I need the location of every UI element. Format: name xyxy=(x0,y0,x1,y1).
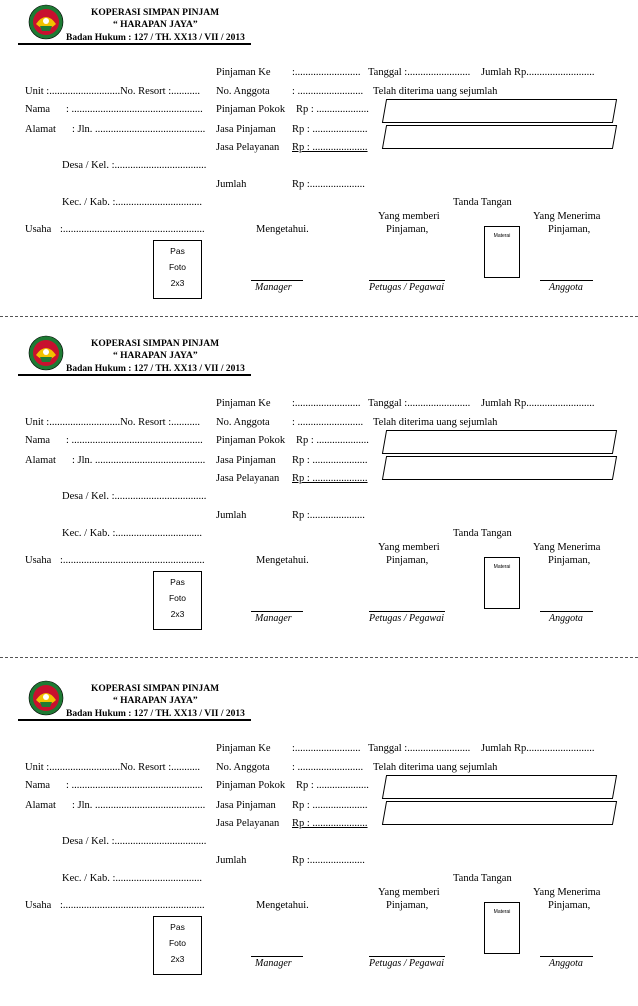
desa-field[interactable]: Desa / Kel. :................................... xyxy=(62,836,207,847)
yang-memberi-label: Yang memberi xyxy=(378,887,440,898)
kec-field[interactable]: Kec. / Kab. :................................. xyxy=(62,197,202,208)
cut-line-1 xyxy=(0,316,638,317)
jasa-pelayanan-label: Jasa Pelayanan xyxy=(216,473,280,484)
kec-field[interactable]: Kec. / Kab. :................................. xyxy=(62,528,202,539)
loan-form xyxy=(0,0,638,330)
jasa-pelayanan-field[interactable]: Rp : ..................... xyxy=(292,818,368,829)
pas-foto-box xyxy=(153,571,202,630)
alamat-field[interactable]: : Jln. .......................................... xyxy=(72,800,206,811)
usaha-label: Usaha xyxy=(25,555,52,566)
jasa-pelayanan-label: Jasa Pelayanan xyxy=(216,142,280,153)
amount-box-2[interactable] xyxy=(382,125,617,149)
pinjaman-ke-label: Pinjaman Ke xyxy=(216,398,271,409)
pinjaman-label-1: Pinjaman, xyxy=(386,224,429,235)
no-anggota-field[interactable]: : ......................... xyxy=(292,86,364,97)
pinjaman-pokok-label: Pinjaman Pokok xyxy=(216,104,286,115)
telah-diterima-label: Telah diterima uang sejumlah xyxy=(373,86,498,97)
petugas-label: Petugas / Pegawai xyxy=(369,613,444,624)
telah-diterima-label: Telah diterima uang sejumlah xyxy=(373,762,498,773)
petugas-label: Petugas / Pegawai xyxy=(369,282,444,293)
anggota-signature-line xyxy=(540,280,593,281)
pinjaman-ke-field[interactable]: :......................... xyxy=(292,67,361,78)
nama-field[interactable]: : .................................................. xyxy=(66,780,203,791)
desa-field[interactable]: Desa / Kel. :................................... xyxy=(62,491,207,502)
petugas-signature-line xyxy=(369,280,445,281)
alamat-label: Alamat xyxy=(25,800,56,811)
anggota-signature-line xyxy=(540,611,593,612)
org-title: KOPERASI SIMPAN PINJAM xyxy=(91,684,220,694)
desa-field[interactable]: Desa / Kel. :................................... xyxy=(62,160,207,171)
materai-label: Materai xyxy=(493,564,511,570)
pas-foto-line3: 2x3 xyxy=(170,609,185,619)
pas-foto-line2: Foto xyxy=(168,262,186,272)
amount-box-2[interactable] xyxy=(382,456,617,480)
no-anggota-field[interactable]: : ......................... xyxy=(292,762,364,773)
pas-foto-line1: Pas xyxy=(170,922,185,932)
pinjaman-label-2: Pinjaman, xyxy=(548,555,591,566)
yang-memberi-label: Yang memberi xyxy=(378,211,440,222)
pinjaman-pokok-field[interactable]: Rp : .................... xyxy=(296,435,369,446)
pinjaman-pokok-field[interactable]: Rp : .................... xyxy=(296,104,369,115)
org-title: KOPERASI SIMPAN PINJAM xyxy=(91,339,220,349)
pinjaman-label-1: Pinjaman, xyxy=(386,555,429,566)
pas-foto-line1: Pas xyxy=(170,577,185,587)
usaha-field[interactable]: :...................................................... xyxy=(60,224,205,235)
tanda-tangan-label: Tanda Tangan xyxy=(453,197,512,208)
tanggal-field[interactable]: Tanggal :........................ xyxy=(368,67,471,78)
org-title: KOPERASI SIMPAN PINJAM xyxy=(91,8,220,18)
amount-box-1[interactable] xyxy=(382,775,617,799)
pas-foto-line1: Pas xyxy=(170,246,185,256)
tanda-tangan-label: Tanda Tangan xyxy=(453,528,512,539)
pinjaman-label-2: Pinjaman, xyxy=(548,224,591,235)
pinjaman-label-2: Pinjaman, xyxy=(548,900,591,911)
org-name: “ HARAPAN JAYA” xyxy=(113,696,198,706)
nama-field[interactable]: : .................................................. xyxy=(66,435,203,446)
unit-resort-field[interactable]: Unit :...........................No. Resort :........... xyxy=(25,86,200,97)
jasa-pinjaman-field[interactable]: Rp : ..................... xyxy=(292,455,368,466)
nama-field[interactable]: : .................................................. xyxy=(66,104,203,115)
loan-form xyxy=(0,331,638,661)
legal-number: Badan Hukum : 127 / TH. XX13 / VII / 2013 xyxy=(66,709,245,719)
manager-label: Manager xyxy=(255,958,292,969)
mengetahui-label: Mengetahui. xyxy=(256,555,309,566)
cooperative-logo-icon xyxy=(28,680,64,716)
usaha-field[interactable]: :...................................................... xyxy=(60,555,205,566)
usaha-label: Usaha xyxy=(25,224,52,235)
materai-box xyxy=(484,902,520,954)
header-underline xyxy=(18,719,251,721)
pinjaman-pokok-field[interactable]: Rp : .................... xyxy=(296,780,369,791)
petugas-label: Petugas / Pegawai xyxy=(369,958,444,969)
jasa-pinjaman-label: Jasa Pinjaman xyxy=(216,124,276,135)
pas-foto-box xyxy=(153,240,202,299)
alamat-label: Alamat xyxy=(25,455,56,466)
usaha-field[interactable]: :...................................................... xyxy=(60,900,205,911)
petugas-signature-line xyxy=(369,611,445,612)
pinjaman-label-1: Pinjaman, xyxy=(386,900,429,911)
pinjaman-pokok-label: Pinjaman Pokok xyxy=(216,435,286,446)
unit-resort-field[interactable]: Unit :...........................No. Resort :........... xyxy=(25,762,200,773)
alamat-field[interactable]: : Jln. .......................................... xyxy=(72,124,206,135)
jasa-pelayanan-label: Jasa Pelayanan xyxy=(216,818,280,829)
anggota-label: Anggota xyxy=(549,613,583,624)
petugas-signature-line xyxy=(369,956,445,957)
header-underline xyxy=(18,43,251,45)
jasa-pelayanan-field[interactable]: Rp : ..................... xyxy=(292,473,368,484)
jumlah-label: Jumlah xyxy=(216,855,247,866)
kec-field[interactable]: Kec. / Kab. :................................. xyxy=(62,873,202,884)
materai-box xyxy=(484,226,520,278)
jumlah-rp-field[interactable]: Jumlah Rp.......................... xyxy=(481,67,595,78)
alamat-label: Alamat xyxy=(25,124,56,135)
legal-number: Badan Hukum : 127 / TH. XX13 / VII / 2013 xyxy=(66,364,245,374)
materai-label: Materai xyxy=(493,233,511,239)
jasa-pinjaman-field[interactable]: Rp : ..................... xyxy=(292,124,368,135)
tanggal-field[interactable]: Tanggal :........................ xyxy=(368,398,471,409)
yang-menerima-label: Yang Menerima xyxy=(533,542,601,553)
header-underline xyxy=(18,374,251,376)
anggota-label: Anggota xyxy=(549,282,583,293)
jasa-pinjaman-field[interactable]: Rp : ..................... xyxy=(292,800,368,811)
alamat-field[interactable]: : Jln. .......................................... xyxy=(72,455,206,466)
amount-box-1[interactable] xyxy=(382,430,617,454)
pinjaman-ke-label: Pinjaman Ke xyxy=(216,67,271,78)
cooperative-logo-icon xyxy=(28,4,64,40)
pas-foto-box xyxy=(153,916,202,975)
jumlah-rp-field[interactable]: Jumlah Rp.......................... xyxy=(481,743,595,754)
tanggal-field[interactable]: Tanggal :........................ xyxy=(368,743,471,754)
no-anggota-label: No. Anggota xyxy=(216,762,270,773)
anggota-signature-line xyxy=(540,956,593,957)
unit-resort-field[interactable]: Unit :...........................No. Resort :........... xyxy=(25,417,200,428)
yang-menerima-label: Yang Menerima xyxy=(533,211,601,222)
jasa-pinjaman-label: Jasa Pinjaman xyxy=(216,455,276,466)
jumlah-label: Jumlah xyxy=(216,179,247,190)
manager-signature-line xyxy=(251,280,303,281)
yang-menerima-label: Yang Menerima xyxy=(533,887,601,898)
jumlah-total-field[interactable]: Rp :..................... xyxy=(292,855,365,866)
legal-number: Badan Hukum : 127 / TH. XX13 / VII / 2013 xyxy=(66,33,245,43)
cut-line-2 xyxy=(0,657,638,658)
nama-label: Nama xyxy=(25,780,51,791)
pas-foto-line3: 2x3 xyxy=(170,954,185,964)
materai-box xyxy=(484,557,520,609)
pas-foto-line2: Foto xyxy=(168,938,186,948)
amount-box-1[interactable] xyxy=(382,99,617,123)
manager-signature-line xyxy=(251,956,303,957)
tanda-tangan-label: Tanda Tangan xyxy=(453,873,512,884)
no-anggota-label: No. Anggota xyxy=(216,417,270,428)
mengetahui-label: Mengetahui. xyxy=(256,900,309,911)
pas-foto-line2: Foto xyxy=(168,593,186,603)
jumlah-total-field[interactable]: Rp :..................... xyxy=(292,510,365,521)
cooperative-logo-icon xyxy=(28,335,64,371)
manager-label: Manager xyxy=(255,282,292,293)
telah-diterima-label: Telah diterima uang sejumlah xyxy=(373,417,498,428)
anggota-label: Anggota xyxy=(549,958,583,969)
usaha-label: Usaha xyxy=(25,900,52,911)
amount-box-2[interactable] xyxy=(382,801,617,825)
manager-signature-line xyxy=(251,611,303,612)
materai-label: Materai xyxy=(493,909,511,915)
no-anggota-field[interactable]: : ......................... xyxy=(292,417,364,428)
jasa-pelayanan-field[interactable]: Rp : ..................... xyxy=(292,142,368,153)
nama-label: Nama xyxy=(25,104,51,115)
loan-form xyxy=(0,676,638,1006)
pinjaman-ke-field[interactable]: :......................... xyxy=(292,398,361,409)
pinjaman-ke-label: Pinjaman Ke xyxy=(216,743,271,754)
manager-label: Manager xyxy=(255,613,292,624)
jumlah-total-field[interactable]: Rp :..................... xyxy=(292,179,365,190)
jumlah-rp-field[interactable]: Jumlah Rp.......................... xyxy=(481,398,595,409)
mengetahui-label: Mengetahui. xyxy=(256,224,309,235)
nama-label: Nama xyxy=(25,435,51,446)
no-anggota-label: No. Anggota xyxy=(216,86,270,97)
pinjaman-ke-field[interactable]: :......................... xyxy=(292,743,361,754)
pinjaman-pokok-label: Pinjaman Pokok xyxy=(216,780,286,791)
jumlah-label: Jumlah xyxy=(216,510,247,521)
org-name: “ HARAPAN JAYA” xyxy=(113,351,198,361)
pas-foto-line3: 2x3 xyxy=(170,278,185,288)
yang-memberi-label: Yang memberi xyxy=(378,542,440,553)
org-name: “ HARAPAN JAYA” xyxy=(113,20,198,30)
jasa-pinjaman-label: Jasa Pinjaman xyxy=(216,800,276,811)
